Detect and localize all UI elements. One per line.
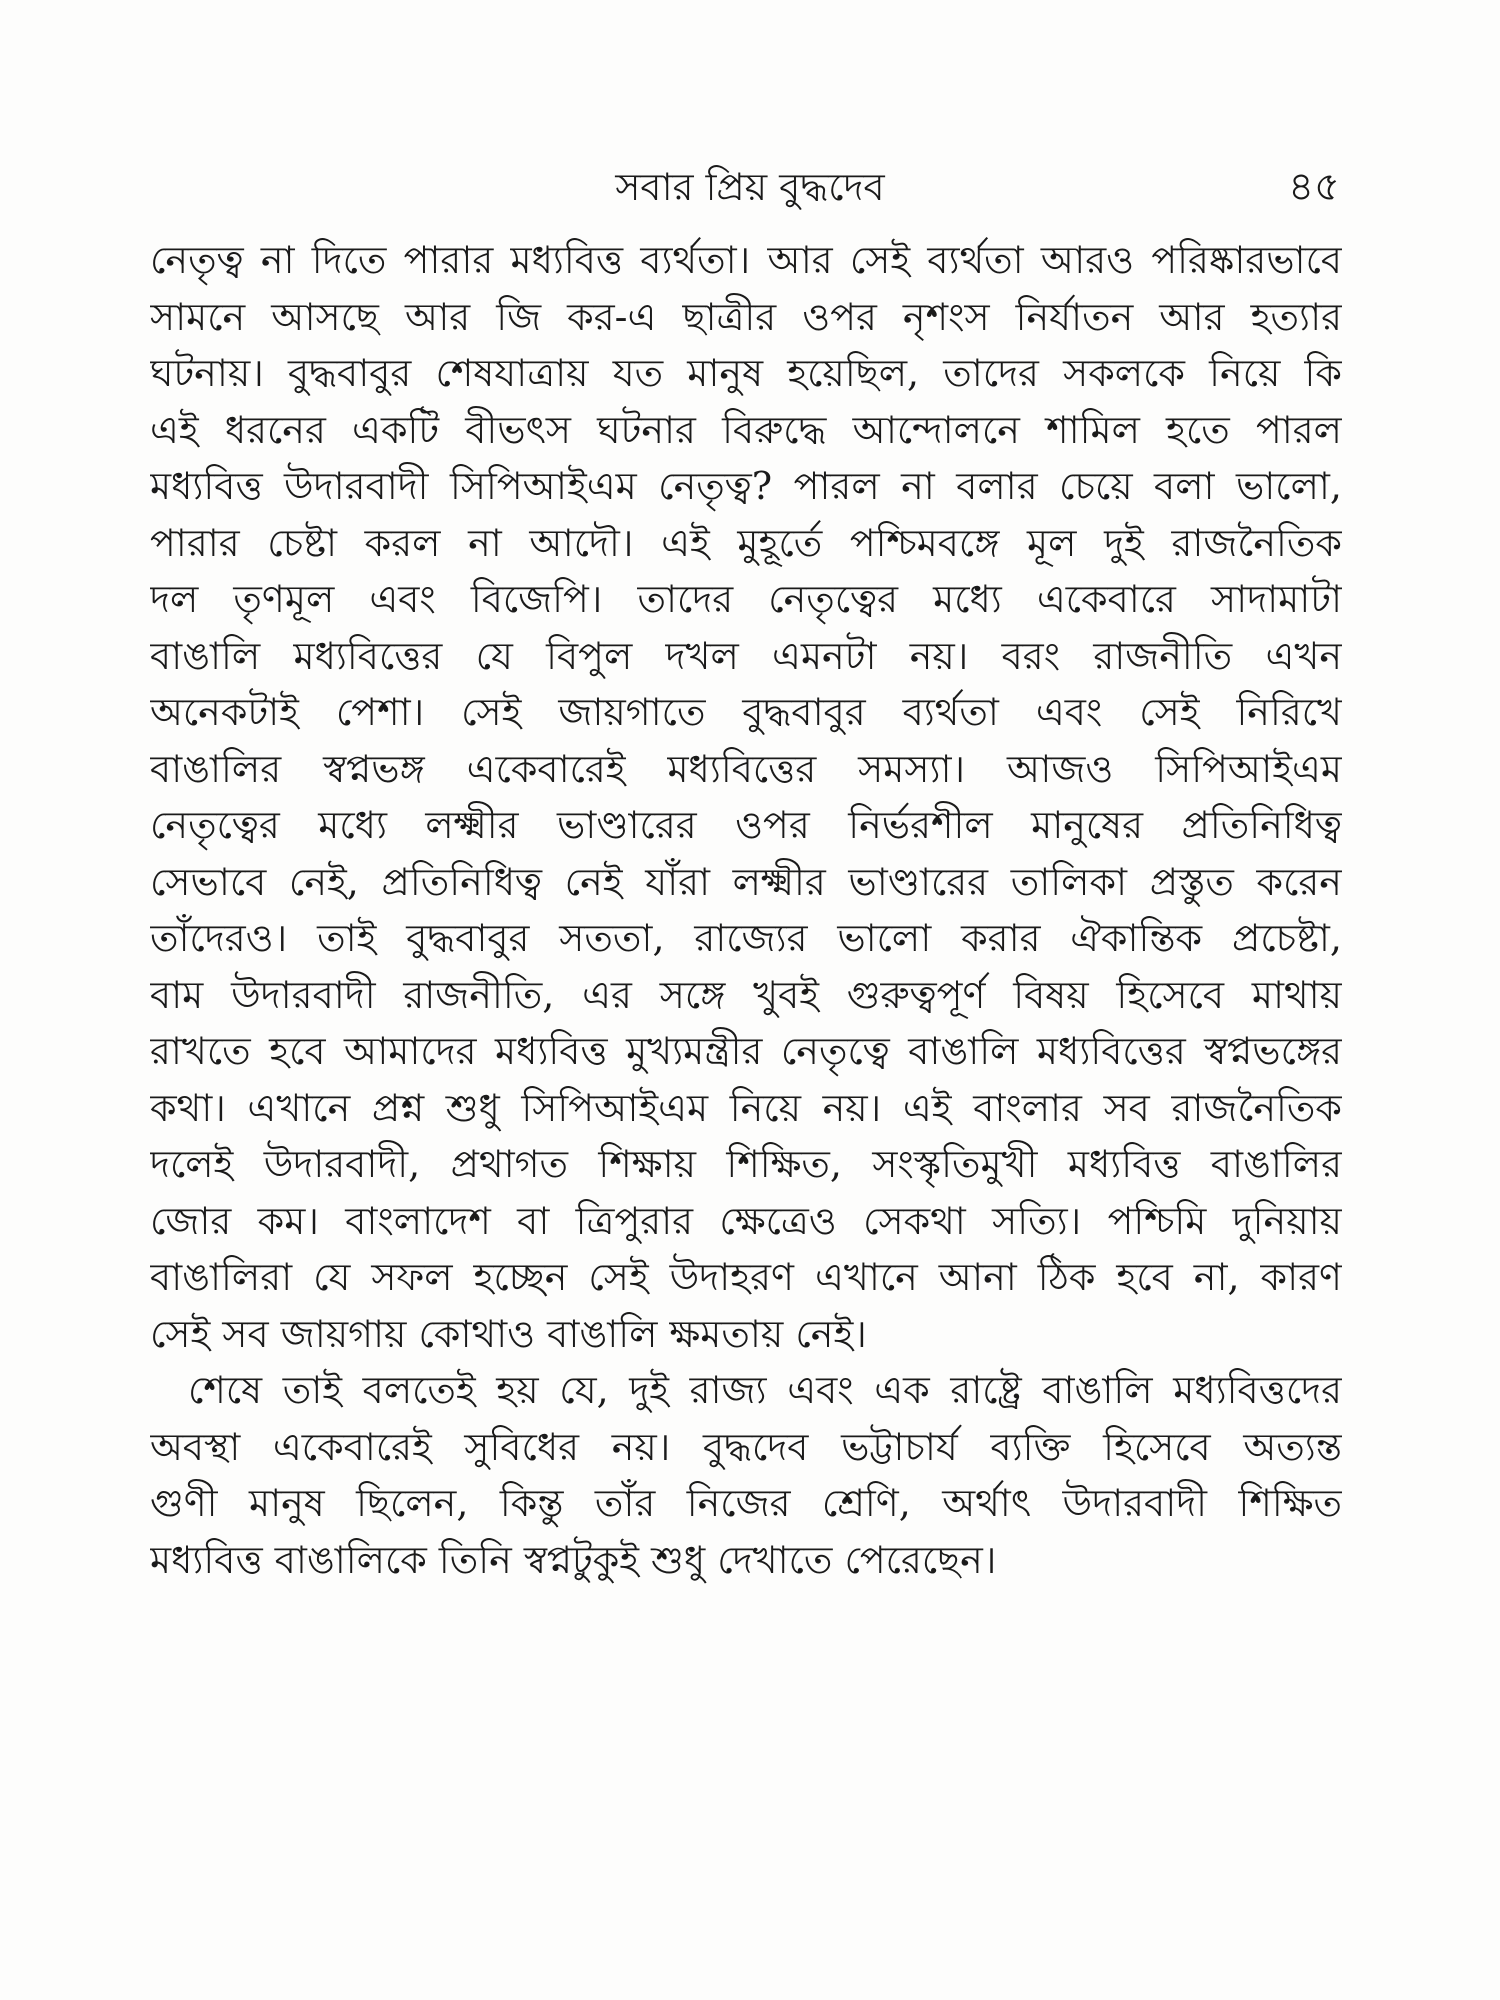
text-line: নেতৃত্বের মধ্যে লক্ষ্মীর ভাণ্ডারের ওপর নির্ভরশীল মানুষের প্রতিনিধিত্ব (150, 803, 1342, 847)
text-line: ঘটনায়। বুদ্ধবাবুর শেষযাত্রায় যত মানুষ হয়েছিল, তাদের সকলকে নিয়ে কি (150, 351, 1342, 395)
text-line: সামনে আসছে আর জি কর-এ ছাত্রীর ওপর নৃশংস নির্যাতন আর হত্যার (150, 294, 1342, 339)
text-line: সেভাবে নেই, প্রতিনিধিত্ব নেই যাঁরা লক্ষ্মীর ভাণ্ডারের তালিকা প্রস্তুত করেন (150, 859, 1342, 904)
text-line: দলেই উদারবাদী, প্রথাগত শিক্ষায় শিক্ষিত, সংস্কৃতিমুখী মধ্যবিত্ত বাঙালির (150, 1142, 1342, 1186)
text-line: অবস্থা একেবারেই সুবিধের নয়। বুদ্ধদেব ভট্টাচার্য ব্যক্তি হিসেবে অত্যন্ত (150, 1424, 1342, 1469)
paragraph-2 (150, 1362, 1342, 1588)
page-number: ৪৫ (1288, 164, 1340, 210)
text-line: গুণী মানুষ ছিলেন, কিন্তু তাঁর নিজের শ্রেণি, অর্থাৎ উদারবাদী শিক্ষিত (150, 1481, 1342, 1525)
text-line: রাখতে হবে আমাদের মধ্যবিত্ত মুখ্যমন্ত্রীর নেতৃত্বে বাঙালি মধ্যবিত্তের স্বপ্নভঙ্গের (150, 1029, 1342, 1073)
text-line: কথা। এখানে প্রশ্ন শুধু সিপিআইএম নিয়ে নয়। এই বাংলার সব রাজনৈতিক (150, 1085, 1342, 1130)
text-line: তাঁদেরও। তাই বুদ্ধবাবুর সততা, রাজ্যের ভালো করার ঐকান্তিক প্রচেষ্টা, (150, 916, 1342, 960)
text-line: মধ্যবিত্ত উদারবাদী সিপিআইএম নেতৃত্ব? পারল না বলার চেয়ে বলা ভালো, (150, 464, 1342, 508)
body-text (150, 232, 1342, 1588)
text-line: বাঙালি মধ্যবিত্তের যে বিপুল দখল এমনটা নয়। বরং রাজনীতি এখন (150, 633, 1342, 678)
text-line: জোর কম। বাংলাদেশ বা ত্রিপুরার ক্ষেত্রেও সেকথা সত্যি। পশ্চিমি দুনিয়ায় (150, 1198, 1342, 1243)
text-line: অনেকটাই পেশা। সেই জায়গাতে বুদ্ধবাবুর ব্যর্থতা এবং সেই নিরিখে (150, 690, 1342, 734)
text-line: বাঙালিরা যে সফল হচ্ছেন সেই উদাহরণ এখানে আনা ঠিক হবে না, কারণ (150, 1255, 1342, 1299)
text-line: সেই সব জায়গায় কোথাও বাঙালি ক্ষমতায় নেই। (150, 1311, 867, 1356)
text-line: নেতৃত্ব না দিতে পারার মধ্যবিত্ত ব্যর্থতা। আর সেই ব্যর্থতা আরও পরিষ্কারভাবে (150, 238, 1342, 282)
text-line: পারার চেষ্টা করল না আদৌ। এই মুহূর্তে পশ্চিমবঙ্গে মূল দুই রাজনৈতিক (150, 520, 1342, 565)
paragraph-1 (150, 232, 1342, 1362)
running-title: সবার প্রিয় বুদ্ধদেব (615, 165, 885, 209)
text-line: মধ্যবিত্ত বাঙালিকে তিনি স্বপ্নটুকুই শুধু দেখাতে পেরেছেন। (150, 1537, 997, 1582)
text-line: দল তৃণমূল এবং বিজেপি। তাদের নেতৃত্বের মধ্যে একেবারে সাদামাটা (150, 577, 1342, 621)
page-header (0, 150, 1500, 220)
text-line: এই ধরনের একটি বীভৎস ঘটনার বিরুদ্ধে আন্দোলনে শামিল হতে পারল (150, 407, 1342, 452)
text-line: বাম উদারবাদী রাজনীতি, এর সঙ্গে খুবই গুরুত্বপূর্ণ বিষয় হিসেবে মাথায় (150, 972, 1342, 1017)
text-line: শেষে তাই বলতেই হয় যে, দুই রাজ্য এবং এক রাষ্ট্রে বাঙালি মধ্যবিত্তদের (188, 1368, 1342, 1412)
text-line: বাঙালির স্বপ্নভঙ্গ একেবারেই মধ্যবিত্তের সমস্যা। আজও সিপিআইএম (150, 746, 1342, 791)
